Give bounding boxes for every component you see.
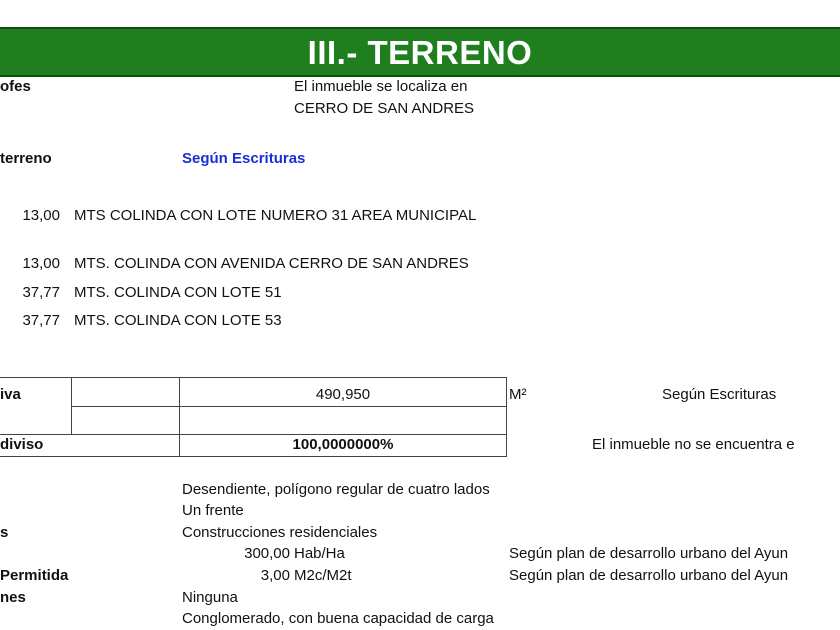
terrain-label: terreno (0, 150, 52, 167)
permitted-label: Permitida (0, 567, 69, 584)
location-label: ofes (0, 78, 31, 95)
density-note: Según plan de desarrollo urbano del Ayun (509, 545, 789, 562)
boundary-value: 13,00 (22, 207, 60, 224)
location-line-2: CERRO DE SAN ANDRES (294, 100, 475, 117)
area-unit: M² (509, 386, 527, 403)
boundary-text: MTS. COLINDA CON AVENIDA CERRO DE SAN ANDRES (74, 255, 469, 272)
section-banner (0, 27, 840, 77)
table-border-mid-2 (0, 434, 507, 435)
terrain-usage: Construcciones residenciales (182, 524, 378, 541)
table-border-bottom (0, 456, 507, 457)
terrain-shape: Desendiente, polígono regular de cuatro lados (182, 481, 490, 498)
table-border-mid (72, 406, 507, 407)
area-value: 490,950 (315, 386, 371, 403)
permitted-value: 3,00 (260, 567, 290, 584)
table-col-divider (71, 377, 72, 434)
table-col-divider (506, 377, 507, 456)
area-note: Según Escrituras (662, 386, 777, 403)
indiviso-label: diviso (0, 436, 44, 453)
restrictions-label: nes (0, 589, 26, 606)
terrain-source: Según Escrituras (182, 150, 306, 167)
area-label: iva (0, 386, 21, 403)
density-value: 300,00 (244, 545, 290, 562)
table-border-top (0, 377, 507, 378)
permitted-unit: M2c/M2t (294, 567, 352, 584)
terrain-front: Un frente (182, 502, 244, 519)
restrictions-value: Ninguna (182, 589, 238, 606)
boundary-text: MTS COLINDA CON LOTE NUMERO 31 AREA MUNICIPAL (74, 207, 477, 224)
density-unit: Hab/Ha (294, 545, 345, 562)
soil-type: Conglomerado, con buena capacidad de carga (182, 610, 494, 627)
section-title: III.- TERRENO (307, 34, 533, 71)
boundary-value: 13,00 (22, 255, 60, 272)
boundary-text: MTS. COLINDA CON LOTE 53 (74, 312, 282, 329)
indiviso-value: 100,0000000% (292, 436, 394, 453)
boundary-value: 37,77 (22, 284, 60, 301)
boundary-value: 37,77 (22, 312, 60, 329)
boundary-text: MTS. COLINDA CON LOTE 51 (74, 284, 282, 301)
indiviso-note: El inmueble no se encuentra e (592, 436, 795, 453)
location-line-1: El inmueble se localiza en (294, 78, 468, 95)
permitted-note: Según plan de desarrollo urbano del Ayun (509, 567, 789, 584)
usage-label: s (0, 524, 9, 541)
